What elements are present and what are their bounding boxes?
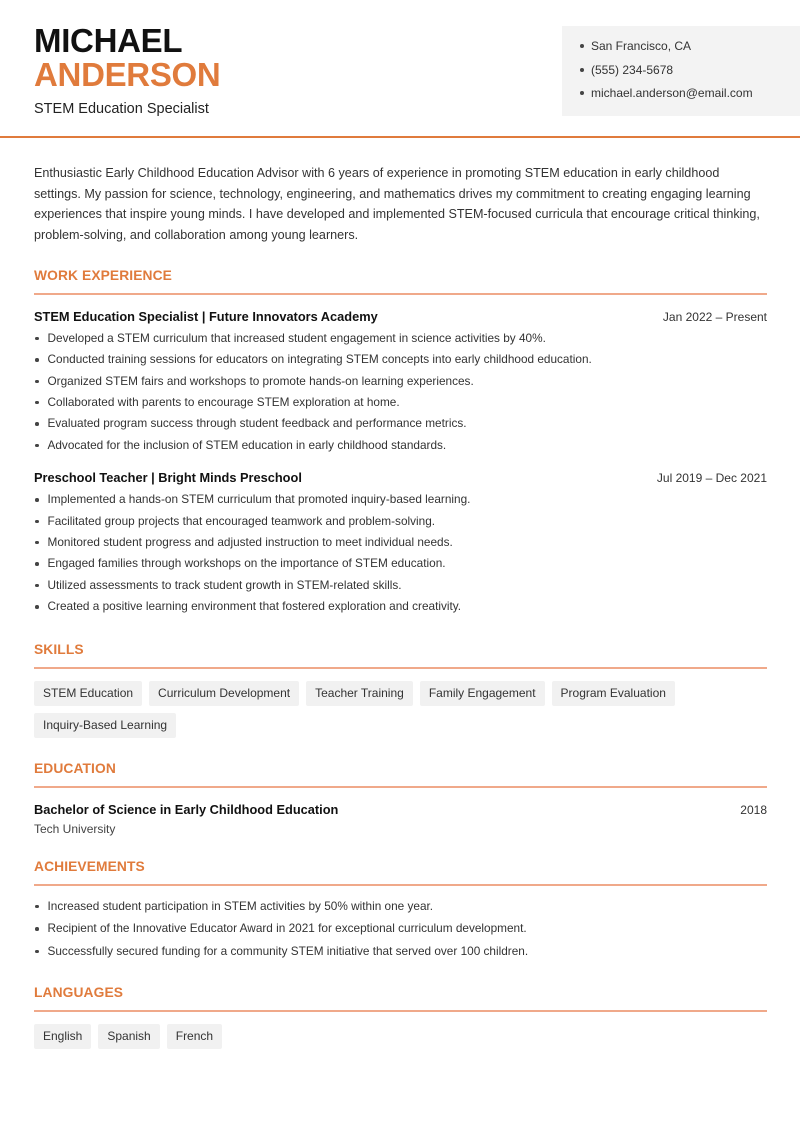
bullet-icon (35, 401, 39, 405)
list-item (34, 920, 767, 943)
bullet-text: Successfully secured funding for a community STEM initiative that served over 100 children. (47, 943, 529, 958)
list-item (34, 534, 767, 555)
section-title: SKILLS (34, 641, 84, 657)
job-bullets (34, 491, 767, 619)
bullet-icon (580, 44, 584, 48)
bullet-text: Recipient of the Innovative Educator Award in 2021 for exceptional curriculum development. (47, 921, 527, 935)
bullet-icon (35, 605, 39, 609)
skill-chip: Program Evaluation (552, 681, 675, 706)
resume-header (0, 0, 800, 138)
skill-chip: Teacher Training (306, 681, 413, 706)
languages-section (34, 985, 767, 1049)
list-item (34, 898, 767, 921)
language-chip: Spanish (98, 1024, 159, 1049)
last-name: ANDERSON (34, 56, 221, 93)
achievement-bullets (34, 898, 767, 966)
school: Tech University (34, 821, 116, 836)
bullet-text: Advocated for the inclusion of STEM education in early childhood standards. (47, 437, 447, 452)
work-experience-section (34, 268, 767, 620)
job-date: Jan 2022 – Present (662, 309, 767, 324)
language-chips (34, 1024, 767, 1049)
list-item (34, 555, 767, 576)
list-item (34, 415, 767, 436)
list-item (34, 373, 767, 394)
bullet-text: Monitored student progress and adjusted instruction to meet individual needs. (47, 534, 453, 549)
section-title: EDUCATION (34, 760, 116, 776)
summary: Enthusiastic Early Childhood Education Advisor with 6 years of experience in promoting STEM education in early childhood settings. My passion for science, technology, engineering, and mathematics drives my commitment to creating engaging learning experiences that inspire young minds. I have developed and implemented STEM-focused curricula that encourage critical thinking, problem-solving, and collaboration among young learners. (34, 166, 760, 243)
list-item (34, 598, 767, 619)
bullet-icon (35, 422, 39, 426)
bullet-text: Conducted training sessions for educators on integrating STEM concepts into early childhood education. (47, 352, 592, 367)
list-item (34, 330, 767, 351)
section-title: ACHIEVEMENTS (34, 858, 145, 874)
skill-chip: Curriculum Development (149, 681, 299, 706)
bullet-text: Engaged families through workshops on the importance of STEM education. (47, 556, 446, 571)
bullet-text: Created a positive learning environment that fostered exploration and creativity. (47, 599, 462, 614)
language-chip: French (167, 1024, 222, 1049)
section-title: LANGUAGES (34, 985, 124, 1000)
job-title: STEM Education Specialist | Future Innovators Academy (34, 308, 378, 324)
bullet-text: Collaborated with parents to encourage STEM exploration at home. (47, 394, 400, 409)
job-entry (34, 470, 767, 619)
job-title: Preschool Teacher | Bright Minds Preschool (34, 470, 302, 486)
bullet-icon (35, 927, 39, 931)
job-header (34, 470, 767, 485)
bullet-icon (35, 950, 39, 954)
name-block (34, 24, 220, 117)
section-title: WORK EXPERIENCE (34, 267, 172, 283)
list-item (34, 437, 767, 458)
job-date: Jul 2019 – Dec 2021 (656, 471, 767, 486)
section-divider (34, 293, 767, 295)
skill-chip: Inquiry-Based Learning (34, 713, 176, 738)
bullet-text: Facilitated group projects that encouraged teamwork and problem-solving. (47, 513, 436, 528)
degree: Bachelor of Science in Early Childhood Education (34, 801, 339, 817)
section-divider (34, 884, 767, 886)
list-item (34, 513, 767, 534)
job-header (34, 309, 767, 324)
list-item (34, 351, 767, 372)
bullet-text: Increased student participation in STEM activities by 50% within one year. (47, 898, 434, 913)
contact-email (580, 85, 800, 109)
location-text: San Francisco, CA (591, 39, 692, 53)
skills-section (34, 642, 767, 738)
bullet-icon (35, 520, 39, 524)
bullet-text: Utilized assessments to track student growth in STEM-related skills. (47, 577, 402, 592)
phone-text: (555) 234-5678 (591, 62, 674, 77)
skill-chip: STEM Education (34, 681, 142, 706)
education-header (34, 802, 767, 817)
skill-chip: Family Engagement (420, 681, 545, 706)
list-item (34, 943, 767, 966)
bullet-icon (35, 541, 39, 545)
bullet-icon (35, 444, 39, 448)
achievements-section (34, 859, 767, 966)
bullet-text: Evaluated program success through student feedback and performance metrics. (47, 416, 467, 431)
skills-chips (34, 681, 767, 738)
bullet-icon (35, 562, 39, 566)
bullet-icon (35, 380, 39, 384)
section-divider (34, 667, 767, 669)
first-name: MICHAEL (34, 22, 183, 59)
bullet-text: Implemented a hands-on STEM curriculum that promoted inquiry-based learning. (47, 492, 471, 507)
job-title: STEM Education Specialist (34, 101, 209, 117)
bullet-icon (580, 91, 584, 95)
list-item (34, 394, 767, 415)
list-item (34, 577, 767, 598)
job-bullets (34, 330, 767, 458)
contact-box (562, 26, 800, 116)
bullet-icon (35, 358, 39, 362)
section-divider (34, 1010, 767, 1012)
resume-body (34, 163, 767, 1049)
email-text: michael.anderson@email.com (591, 86, 753, 100)
graduation-year: 2018 (740, 802, 767, 817)
contact-phone (580, 62, 800, 86)
bullet-icon (580, 68, 584, 72)
section-divider (34, 786, 767, 788)
contact-location (580, 38, 800, 62)
bullet-icon (35, 584, 39, 588)
job-entry (34, 309, 767, 458)
bullet-icon (35, 905, 39, 909)
education-section (34, 761, 767, 836)
bullet-icon (35, 337, 39, 341)
bullet-text: Developed a STEM curriculum that increased student engagement in science activities by 40%. (47, 330, 546, 345)
language-chip: English (34, 1024, 91, 1049)
bullet-text: Organized STEM fairs and workshops to promote hands-on learning experiences. (47, 373, 474, 388)
list-item (34, 491, 767, 512)
bullet-icon (35, 498, 39, 502)
